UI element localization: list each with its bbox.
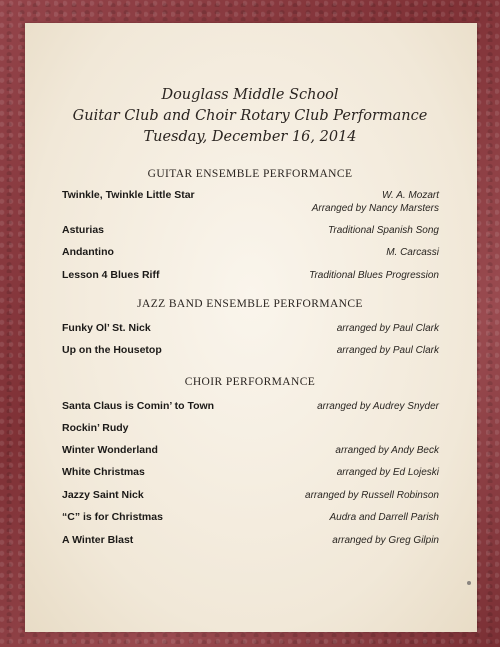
school-name: Douglass Middle School (161, 87, 339, 103)
piece-credit: arranged by Paul Clark (336, 323, 439, 334)
piece-title: Andantino (62, 246, 114, 258)
piece-credit: arranged by Paul Clark (336, 345, 439, 356)
piece-title: Asturias (62, 224, 105, 236)
piece-title: Twinkle, Twinkle Little Star (62, 189, 195, 201)
section-title-jazz: JAZZ BAND ENSEMBLE PERFORMANCE (137, 298, 363, 310)
piece-credit-secondary: Arranged by Nancy Marsters (311, 203, 439, 214)
piece-credit: arranged by Ed Lojeski (336, 467, 439, 478)
piece-credit: arranged by Russell Robinson (305, 490, 439, 501)
piece-credit: Traditional Blues Progression (309, 270, 439, 281)
piece-credit: arranged by Greg Gilpin (332, 535, 439, 546)
piece-title: White Christmas (62, 466, 145, 478)
piece-title: Funky Ol’ St. Nick (62, 322, 151, 334)
piece-title: Lesson 4 Blues Riff (62, 269, 160, 281)
piece-credit: M. Carcassi (386, 247, 439, 258)
punch-dot (467, 581, 471, 585)
piece-credit: arranged by Audrey Snyder (317, 401, 439, 412)
event-title: Guitar Club and Choir Rotary Club Performance (72, 108, 428, 124)
section-title-guitar: GUITAR ENSEMBLE PERFORMANCE (147, 168, 353, 180)
piece-title: Up on the Housetop (62, 344, 162, 356)
event-date: Tuesday, December 16, 2014 (143, 129, 357, 145)
piece-credit: arranged by Andy Beck (335, 445, 439, 456)
section-title-choir: CHOIR PERFORMANCE (184, 376, 316, 388)
piece-title: Winter Wonderland (62, 444, 158, 456)
piece-title: Rockin’ Rudy (62, 422, 129, 434)
piece-title: Jazzy Saint Nick (62, 489, 144, 501)
piece-credit: W. A. Mozart (381, 190, 439, 201)
piece-credit: Traditional Spanish Song (328, 225, 439, 236)
piece-title: A Winter Blast (62, 534, 134, 546)
piece-credit: Audra and Darrell Parish (329, 512, 439, 523)
piece-title: “C” is for Christmas (62, 511, 163, 523)
piece-title: Santa Claus is Comin’ to Town (62, 400, 215, 412)
